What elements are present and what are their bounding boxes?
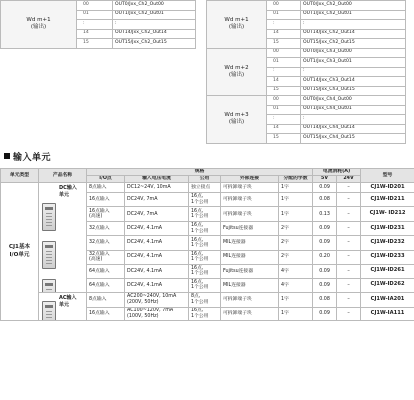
model-cell: CJ1W-ID261 bbox=[361, 264, 414, 278]
bit-index: 14 bbox=[267, 29, 301, 39]
bit-index: : bbox=[267, 115, 301, 125]
model-cell: CJ1W-ID232 bbox=[361, 236, 414, 250]
signal-name: OUT14/Jxx_Ch2_Out14 bbox=[301, 29, 406, 39]
signal-name: OUT0/Jxx_Ch2_Out00 bbox=[113, 1, 196, 11]
external-connection-cell: Fujitsu连接器 bbox=[221, 222, 279, 236]
product-box bbox=[39, 293, 86, 320]
alloc-words-cell: 4字 bbox=[279, 264, 313, 278]
io-module-icon bbox=[42, 203, 56, 231]
signal-name: : bbox=[113, 20, 196, 30]
bit-index: 01 bbox=[267, 105, 301, 115]
common-cell: 16点, 1个公用 bbox=[189, 307, 221, 320]
current-5v-cell: 0.09 bbox=[313, 183, 337, 193]
model-cell: CJ1W-ID233 bbox=[361, 250, 414, 264]
header-common: 公用 bbox=[189, 176, 221, 183]
external-connection-cell: MIL连接器 bbox=[221, 236, 279, 250]
word-label: Wd m+1 (输出) bbox=[207, 1, 267, 49]
current-5v-cell: 0.09 bbox=[313, 264, 337, 278]
io-points-cell: 32点输入 bbox=[87, 236, 125, 250]
header-product: 产品名称 bbox=[39, 169, 87, 183]
current-5v-cell: 0.08 bbox=[313, 193, 337, 207]
current-5v-cell: 0.09 bbox=[313, 236, 337, 250]
product-box bbox=[39, 183, 86, 292]
signal-name: OUT15/Jxx_Ch3_Out15 bbox=[301, 86, 406, 96]
signal-name: OUT1/Jxx_Ch3_Out01 bbox=[301, 58, 406, 68]
model-cell: CJ1W-ID211 bbox=[361, 193, 414, 207]
io-points-cell: 64点输入 bbox=[87, 264, 125, 278]
input-voltage-cell: AC200~240V, 10mA (200V, 50Hz) bbox=[125, 293, 189, 308]
common-cell: 独立接点 bbox=[189, 183, 221, 193]
signal-name: OUT15/Jxx_Ch2_Out15 bbox=[113, 39, 196, 49]
common-cell: 16点, 1个公用 bbox=[189, 250, 221, 264]
external-connection-cell: MIL连接器 bbox=[221, 250, 279, 264]
header-24v: 24V bbox=[337, 176, 361, 183]
signal-name: OUT14/Jxx_Ch3_Out14 bbox=[301, 77, 406, 87]
model-cell: CJ1W-ID201 bbox=[361, 183, 414, 193]
current-24v-cell: – bbox=[337, 293, 361, 308]
bit-index: : bbox=[77, 20, 113, 30]
io-mapping-table-left bbox=[0, 0, 196, 49]
io-points-cell: 32点输入 (高速) bbox=[87, 250, 125, 264]
header-model: 型号 bbox=[361, 169, 414, 183]
external-connection-cell: 可拆卸端子块 bbox=[221, 193, 279, 207]
product-name: DC输入 单元 bbox=[59, 185, 77, 198]
current-5v-cell: 0.09 bbox=[313, 222, 337, 236]
section-title-text: 输入单元 bbox=[13, 153, 52, 163]
current-24v-cell: – bbox=[337, 222, 361, 236]
bit-index: 14 bbox=[267, 77, 301, 87]
alloc-words-cell: 1字 bbox=[279, 293, 313, 308]
alloc-words-cell: 2字 bbox=[279, 222, 313, 236]
header-io-points: I/O点 bbox=[87, 176, 125, 183]
common-cell: 16点, 1个公用 bbox=[189, 236, 221, 250]
io-module-icon bbox=[42, 279, 56, 293]
model-cell: CJ1W-ID262 bbox=[361, 278, 414, 292]
current-24v-cell: – bbox=[337, 236, 361, 250]
bit-index: 14 bbox=[267, 124, 301, 134]
input-voltage-cell: DC24V, 4.1mA bbox=[125, 236, 189, 250]
signal-name: OUT15/Jxx_Ch2_Out15 bbox=[301, 39, 406, 49]
signal-name: : bbox=[301, 115, 406, 125]
product-name: AC输入 单元 bbox=[59, 295, 77, 308]
bit-index: : bbox=[267, 67, 301, 77]
current-24v-cell: – bbox=[337, 207, 361, 222]
header-unit-type: 单元类型 bbox=[1, 169, 39, 183]
bit-index: 15 bbox=[267, 86, 301, 96]
input-voltage-cell: DC24V, 4.1mA bbox=[125, 222, 189, 236]
common-cell: 16点, 1个公用 bbox=[189, 264, 221, 278]
io-points-cell: 16点输入 (高速) bbox=[87, 207, 125, 222]
signal-name: OUT14/Jxx_Ch4_Out14 bbox=[301, 124, 406, 134]
signal-name: OUT15/Jxx_Ch4_Out15 bbox=[301, 134, 406, 144]
current-24v-cell: – bbox=[337, 183, 361, 193]
mapping-row bbox=[207, 96, 406, 106]
common-cell: 16点, 1个公用 bbox=[189, 193, 221, 207]
input-voltage-cell: AC100~120V, 7mA (100V, 50Hz) bbox=[125, 307, 189, 320]
signal-name: OUT0/Jxx_Ch3_Out00 bbox=[301, 48, 406, 58]
external-connection-cell: 可拆卸端子块 bbox=[221, 293, 279, 308]
input-unit-spec-table bbox=[0, 168, 414, 321]
input-voltage-cell: DC24V, 4.1mA bbox=[125, 250, 189, 264]
common-cell: 8点, 1个公用 bbox=[189, 293, 221, 308]
word-label: Wd m+1 (输出) bbox=[1, 1, 77, 49]
input-voltage-cell: DC24V, 7mA bbox=[125, 207, 189, 222]
spec-row bbox=[1, 293, 414, 308]
bit-index: 15 bbox=[267, 134, 301, 144]
io-points-cell: 16点输入 bbox=[87, 307, 125, 320]
header-alloc-words: 分配的字数 bbox=[279, 176, 313, 183]
product-cell bbox=[39, 293, 87, 321]
alloc-words-cell: 1字 bbox=[279, 307, 313, 320]
bit-index: : bbox=[267, 20, 301, 30]
io-points-cell: 8点输入 bbox=[87, 183, 125, 193]
mapping-row bbox=[207, 1, 406, 11]
section-title bbox=[4, 150, 51, 163]
signal-name: : bbox=[301, 20, 406, 30]
alloc-words-cell: 1字 bbox=[279, 207, 313, 222]
input-voltage-cell: DC24V, 7mA bbox=[125, 193, 189, 207]
common-cell: 16点, 1个公用 bbox=[189, 278, 221, 292]
input-voltage-cell: DC24V, 4.1mA bbox=[125, 264, 189, 278]
word-label: Wd m+3 (输出) bbox=[207, 96, 267, 144]
word-label: Wd m+2 (输出) bbox=[207, 48, 267, 96]
alloc-words-cell: 2字 bbox=[279, 236, 313, 250]
current-24v-cell: – bbox=[337, 278, 361, 292]
spec-row bbox=[1, 183, 414, 193]
bit-index: 15 bbox=[77, 39, 113, 49]
current-24v-cell: – bbox=[337, 264, 361, 278]
header-current-consumption: 电流消耗(A) bbox=[313, 169, 361, 176]
io-module-icon bbox=[42, 241, 56, 269]
io-points-cell: 64点输入 bbox=[87, 278, 125, 292]
signal-name: OUT0/Jxx_Ch4_Out00 bbox=[301, 96, 406, 106]
bit-index: 00 bbox=[267, 96, 301, 106]
mapping-row bbox=[207, 48, 406, 58]
external-connection-cell: MIL连接器 bbox=[221, 278, 279, 292]
current-5v-cell: 0.13 bbox=[313, 207, 337, 222]
current-24v-cell: – bbox=[337, 250, 361, 264]
current-24v-cell: – bbox=[337, 307, 361, 320]
header-external-connection: 外部连接 bbox=[221, 176, 279, 183]
current-5v-cell: 0.20 bbox=[313, 250, 337, 264]
alloc-words-cell: 1字 bbox=[279, 193, 313, 207]
io-points-cell: 32点输入 bbox=[87, 222, 125, 236]
signal-name: OUT1/Jxx_Ch2_Out01 bbox=[301, 10, 406, 20]
mapping-row bbox=[1, 1, 196, 11]
io-points-cell: 8点输入 bbox=[87, 293, 125, 308]
model-cell: CJ1W-IA111 bbox=[361, 307, 414, 320]
signal-name: : bbox=[301, 67, 406, 77]
io-module-icon bbox=[42, 301, 56, 321]
signal-name: OUT1/Jxx_Ch4_Out01 bbox=[301, 105, 406, 115]
common-cell: 16点, 1个公用 bbox=[189, 207, 221, 222]
signal-name: OUT14/Jxx_Ch2_Out14 bbox=[113, 29, 196, 39]
bit-index: 14 bbox=[77, 29, 113, 39]
external-connection-cell: 可拆卸端子块 bbox=[221, 183, 279, 193]
model-cell: CJ1W- ID212 bbox=[361, 207, 414, 222]
external-connection-cell: Fujitsu连接器 bbox=[221, 264, 279, 278]
unit-type-cell: CJ1基本 I/O单元 bbox=[1, 183, 39, 321]
external-connection-cell: 可拆卸端子块 bbox=[221, 207, 279, 222]
model-cell: CJ1W-ID231 bbox=[361, 222, 414, 236]
header-5v: 5V bbox=[313, 176, 337, 183]
common-cell: 16点, 1个公用 bbox=[189, 222, 221, 236]
signal-name: OUT1/Jxx_Ch2_Out01 bbox=[113, 10, 196, 20]
alloc-words-cell: 2字 bbox=[279, 250, 313, 264]
bit-index: 01 bbox=[267, 10, 301, 20]
current-5v-cell: 0.08 bbox=[313, 293, 337, 308]
alloc-words-cell: 4字 bbox=[279, 278, 313, 292]
model-cell: CJ1W-IA201 bbox=[361, 293, 414, 308]
current-24v-cell: – bbox=[337, 193, 361, 207]
bit-index: 01 bbox=[267, 58, 301, 68]
current-5v-cell: 0.09 bbox=[313, 307, 337, 320]
alloc-words-cell: 1字 bbox=[279, 183, 313, 193]
bit-index: 00 bbox=[77, 1, 113, 11]
bit-index: 00 bbox=[267, 48, 301, 58]
product-cell bbox=[39, 183, 87, 293]
current-5v-cell: 0.09 bbox=[313, 278, 337, 292]
io-points-cell: 16点输入 bbox=[87, 193, 125, 207]
signal-name: OUT0/Jxx_Ch2_Out00 bbox=[301, 1, 406, 11]
external-connection-cell: 可拆卸端子块 bbox=[221, 307, 279, 320]
bit-index: 01 bbox=[77, 10, 113, 20]
input-voltage-cell: DC12~24V, 10mA bbox=[125, 183, 189, 193]
bit-index: 15 bbox=[267, 39, 301, 49]
square-bullet-icon bbox=[4, 153, 10, 159]
bit-index: 00 bbox=[267, 1, 301, 11]
input-voltage-cell: DC24V, 4.1mA bbox=[125, 278, 189, 292]
header-input-voltage-current: 输入电压电流 bbox=[125, 176, 189, 183]
header-spec: 规格 bbox=[87, 169, 313, 176]
io-mapping-table-right bbox=[206, 0, 406, 144]
